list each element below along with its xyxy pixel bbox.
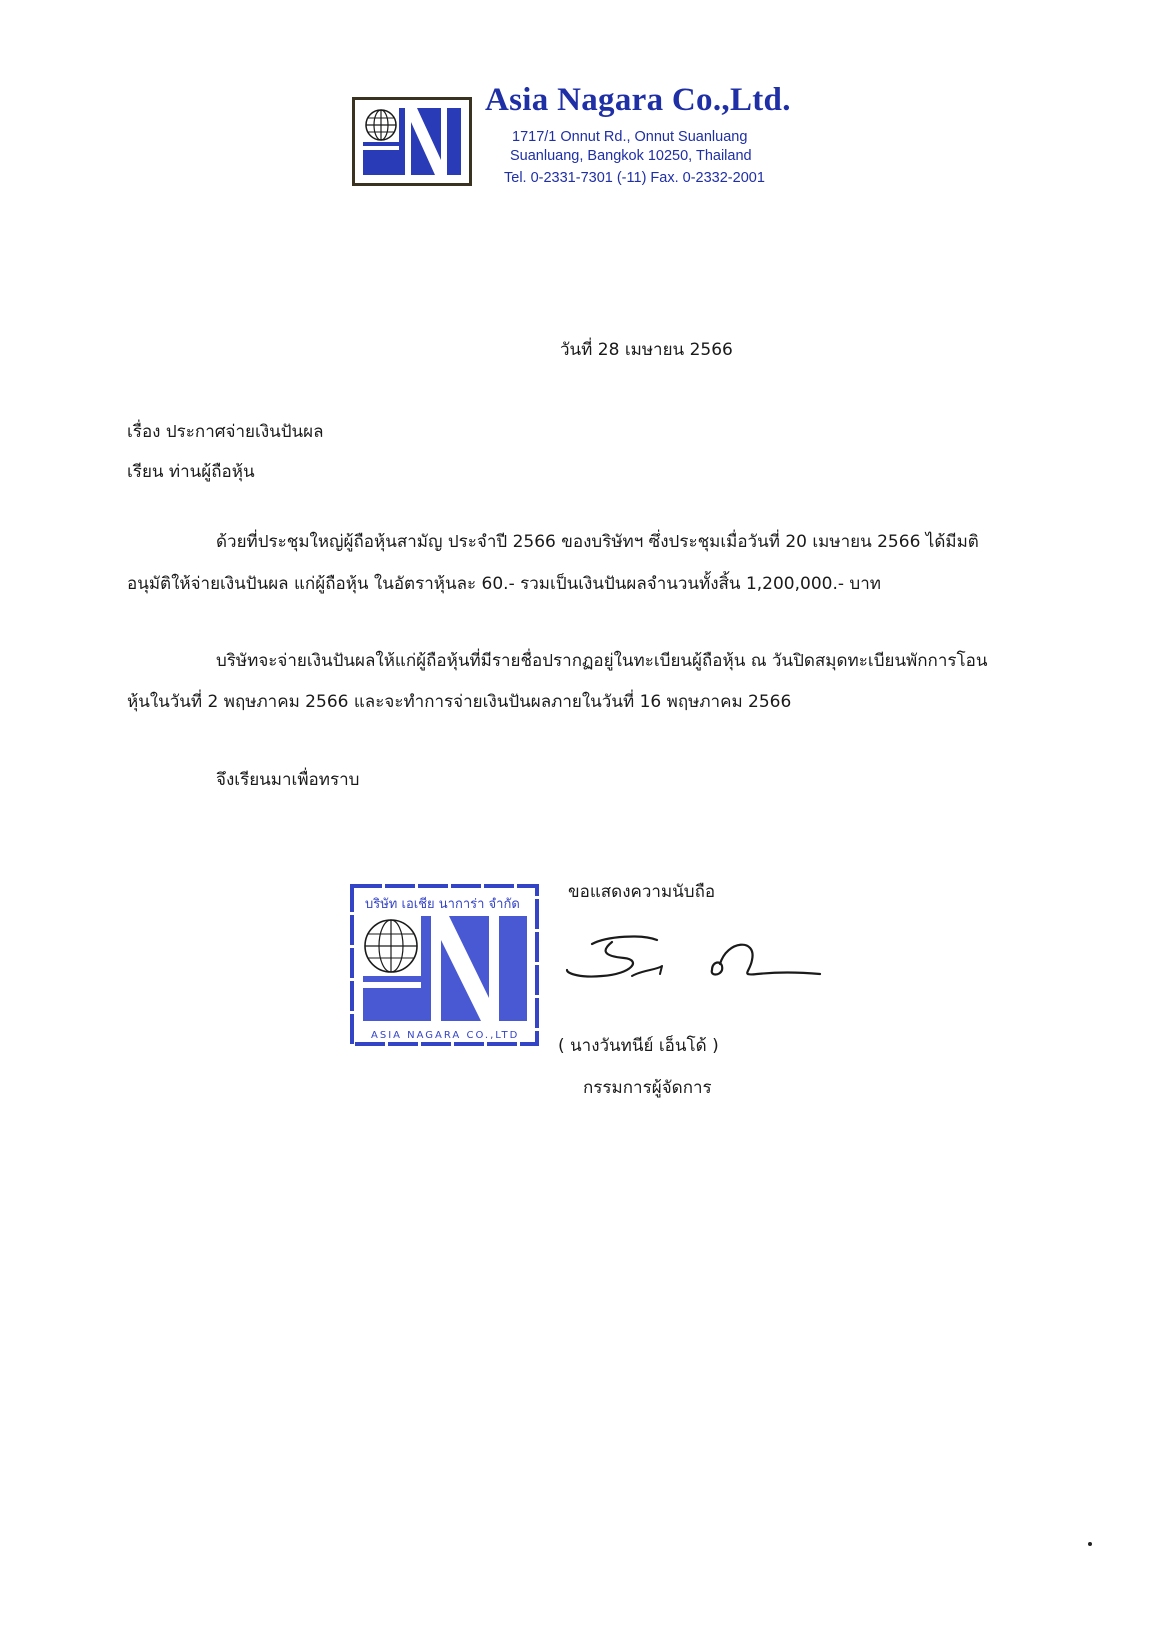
- signature: [562, 930, 822, 1000]
- company-logo: [352, 97, 472, 186]
- signoff-regards: ขอแสดงความนับถือ: [568, 882, 716, 902]
- company-stamp-seal-icon: [349, 880, 542, 1050]
- svg-text:ASIA NAGARA CO.,LTD: ASIA NAGARA CO.,LTD: [371, 1030, 520, 1041]
- paragraph-1-line-1: ด้วยที่ประชุมใหญ่ผู้ถือหุ้นสามัญ ประจำปี 2566 ของบริษัทฯ ซึ่งประชุมเมื่อวันที่ 20 เมษายน 2566 ได้มีมติ: [216, 532, 979, 552]
- company-name: Asia Nagara Co.,Ltd.: [485, 82, 791, 118]
- letter-date: วันที่ 28 เมษายน 2566: [560, 340, 733, 360]
- signer-name: ( นางวันทนีย์ เอ็นโด้ ): [558, 1036, 719, 1056]
- handwritten-signature-icon: [562, 930, 822, 1000]
- contact-line: Tel. 0-2331-7301 (-11) Fax. 0-2332-2001: [504, 170, 765, 186]
- letter-recipient: เรียน ท่านผู้ถือหุ้น: [127, 462, 255, 482]
- letter-subject: เรื่อง ประกาศจ่ายเงินปันผล: [127, 422, 324, 442]
- address-line-1: 1717/1 Onnut Rd., Onnut Suanluang: [512, 129, 748, 145]
- company-stamp: [349, 880, 542, 1050]
- paragraph-1-line-2: อนุมัติให้จ่ายเงินปันผล แก่ผู้ถือหุ้น ในอัตราหุ้นละ 60.- รวมเป็นเงินปันผลจำนวนทั้งสิ้น 1,200,000.- บาท: [127, 574, 881, 594]
- signer-title: กรรมการผู้จัดการ: [583, 1078, 712, 1098]
- closing-line: จึงเรียนมาเพื่อทราบ: [216, 770, 360, 790]
- address-line-2: Suanluang, Bangkok 10250, Thailand: [510, 148, 752, 164]
- paragraph-2-line-2: หุ้นในวันที่ 2 พฤษภาคม 2566 และจะทำการจ่ายเงินปันผลภายในวันที่ 16 พฤษภาคม 2566: [127, 692, 792, 712]
- page-mark: [1088, 1542, 1092, 1546]
- paragraph-2-line-1: บริษัทจะจ่ายเงินปันผลให้แก่ผู้ถือหุ้นที่มีรายชื่อปรากฏอยู่ในทะเบียนผู้ถือหุ้น ณ วันปิดสมุดทะเบียนพักการโอน: [216, 651, 988, 671]
- globe-n-logo-icon: [355, 100, 469, 183]
- svg-text:บริษัท เอเชีย นาการ่า จำกัด: บริษัท เอเชีย นาการ่า จำกัด: [365, 897, 520, 912]
